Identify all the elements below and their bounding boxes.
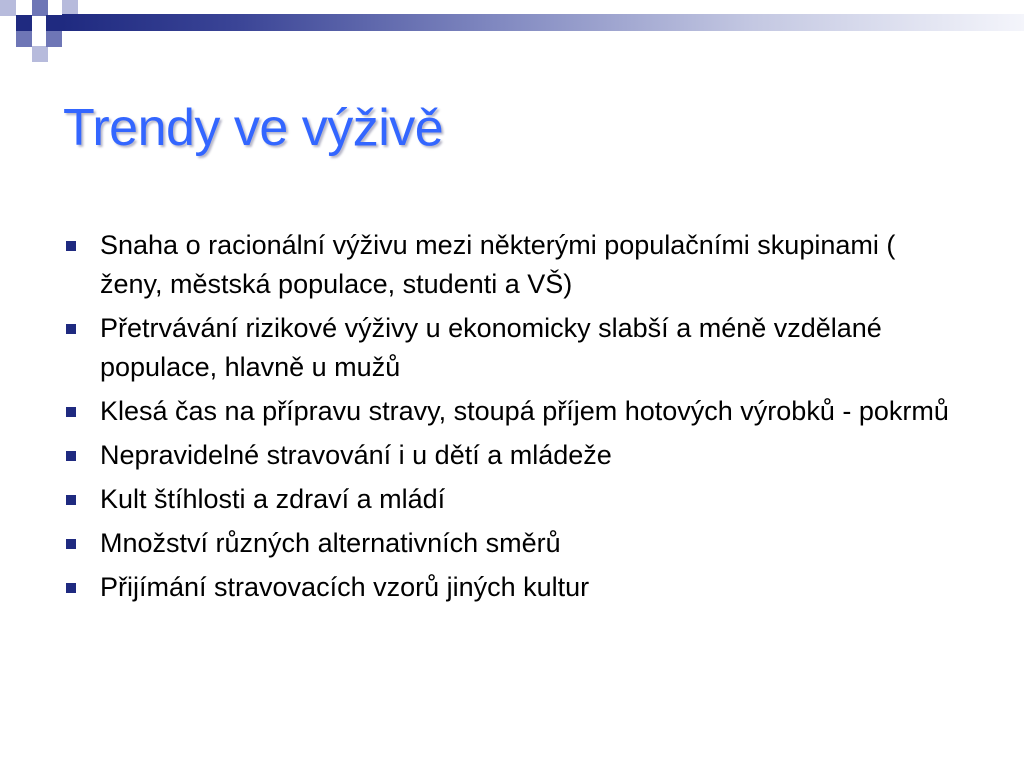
bullet-item — [62, 309, 962, 387]
slide-title: Trendy ve výživě — [63, 99, 444, 157]
square-bullet-icon — [66, 583, 76, 593]
square-bullet-icon — [66, 451, 76, 461]
decor-square — [16, 31, 32, 47]
square-bullet-icon — [66, 539, 76, 549]
header-gradient-bar — [62, 14, 1024, 31]
decor-square — [32, 0, 48, 16]
square-bullet-icon — [66, 495, 76, 505]
decor-square — [32, 46, 48, 62]
decor-square — [46, 31, 62, 47]
bullet-text: Snaha o racionální výživu mezi některými populačními skupinami ( ženy, městská populace, studenti a VŠ) — [100, 230, 896, 299]
decor-square — [0, 0, 16, 16]
bullet-item — [62, 524, 962, 563]
bullet-text: Přetrvávání rizikové výživy u ekonomicky slabší a méně vzdělané populace, hlavně u mužů — [100, 313, 882, 382]
bullet-text: Klesá čas na přípravu stravy, stoupá příjem hotových výrobků - pokrmů — [100, 396, 949, 426]
bullet-text: Množství různých alternativních směrů — [100, 528, 561, 558]
bullet-text: Přijímání stravovacích vzorů jiných kultur — [100, 572, 590, 602]
bullet-list — [62, 226, 962, 612]
header-decoration — [0, 0, 1024, 70]
square-bullet-icon — [66, 407, 76, 417]
square-bullet-icon — [66, 324, 76, 334]
bullet-text: Nepravidelné stravování i u dětí a mládeže — [100, 440, 612, 470]
bullet-item — [62, 480, 962, 519]
decor-square — [16, 15, 32, 31]
bullet-item — [62, 436, 962, 475]
bullet-item — [62, 568, 962, 607]
bullet-item — [62, 392, 962, 431]
decor-square — [46, 15, 62, 31]
square-bullet-icon — [66, 241, 76, 251]
bullet-item — [62, 226, 962, 304]
bullet-text: Kult štíhlosti a zdraví a mládí — [100, 484, 446, 514]
